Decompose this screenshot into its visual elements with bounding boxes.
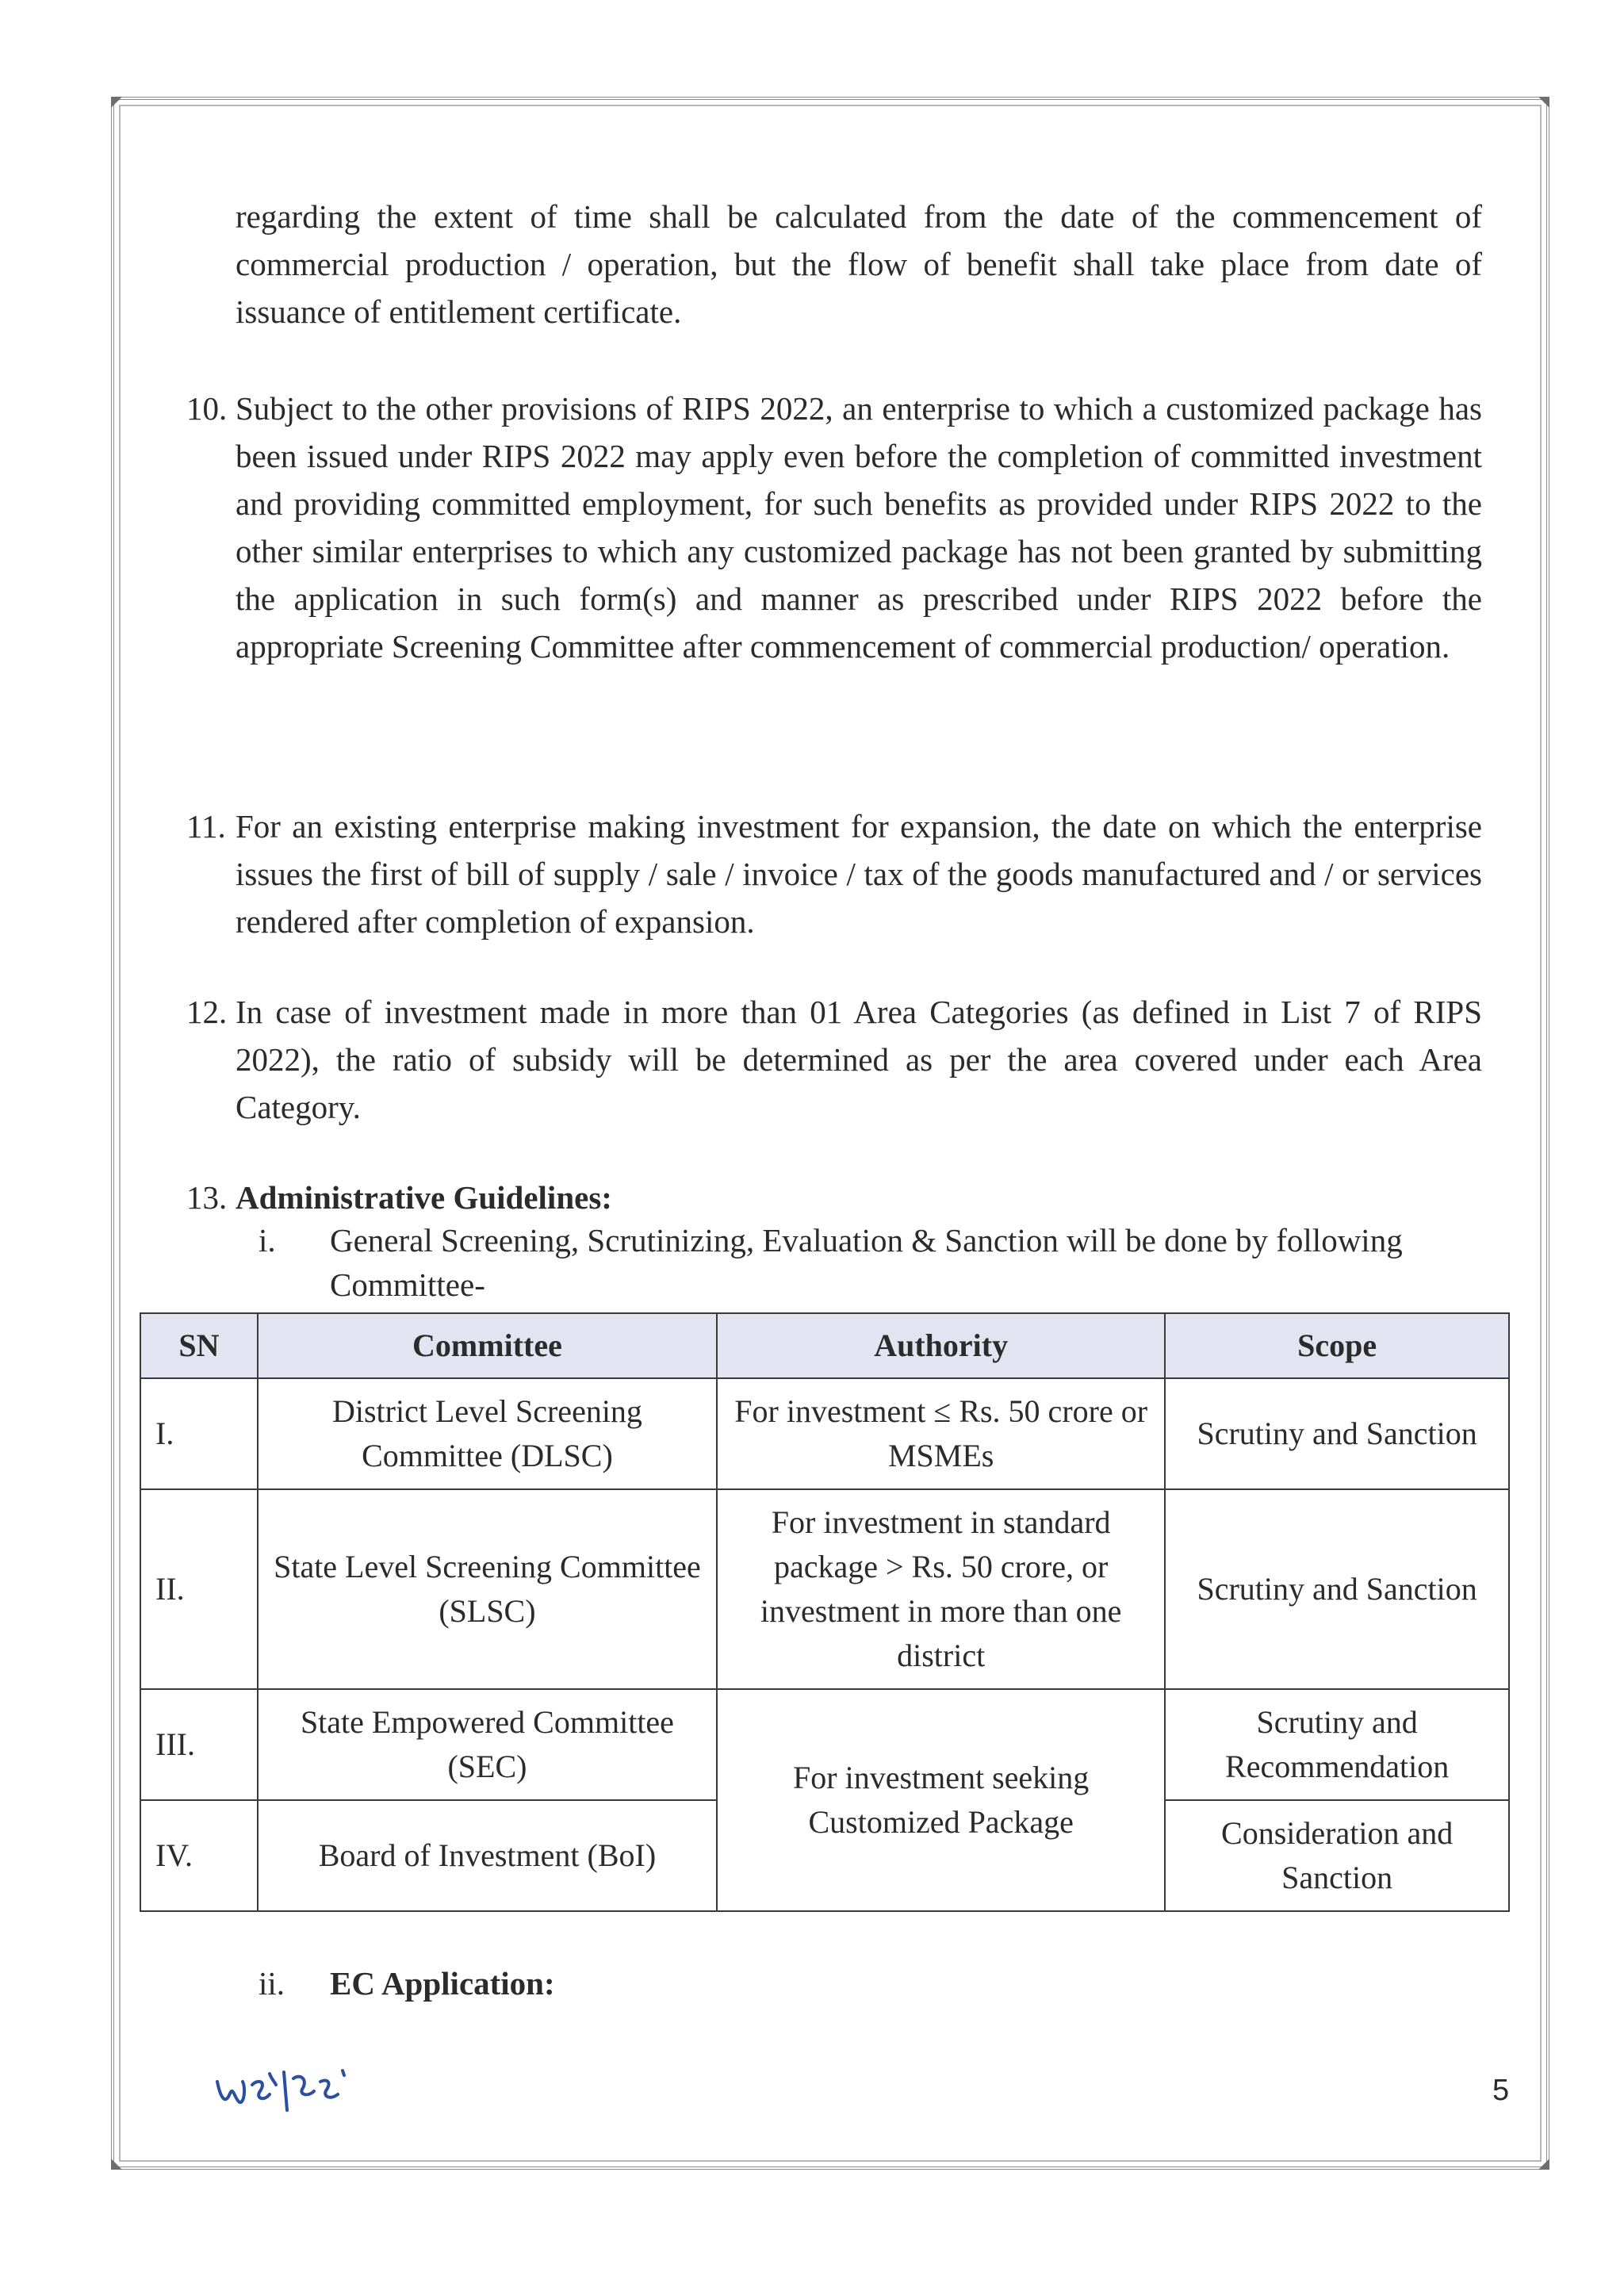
sub-item-ii (259, 1961, 1484, 2006)
sub-item-text: General Screening, Scrutinizing, Evaluation & Sanction will be done by following Committee- (330, 1222, 1403, 1303)
header-committee: Committee (258, 1313, 717, 1378)
cell-committee: State Empowered Committee (SEC) (258, 1689, 717, 1800)
clause-number: 12. (186, 994, 228, 1030)
clause-text: Subject to the other provisions of RIPS 2022, an enterprise to which a customized package has been issued under RIPS 2022 may apply even before the completion of committed investment and providing committed employment, for such benefits as provided under RIPS 2022 to the other similar enterprises to which any customized package has not been granted by submitting the application in such form(s) and manner as prescribed under RIPS 2022 before the appropriate Screening Committee after commencement of commercial production/ operation. (236, 390, 1482, 665)
table-header-row (140, 1313, 1509, 1378)
clause-13 (186, 1174, 1482, 1221)
page-number: 5 (1492, 2074, 1510, 2107)
cell-sn: I. (140, 1378, 258, 1489)
cell-sn: III. (140, 1689, 258, 1800)
sub-item-number: ii. (259, 1965, 285, 2002)
cell-committee: Board of Investment (BoI) (258, 1800, 717, 1911)
cell-committee: District Level Screening Committee (DLSC) (258, 1378, 717, 1489)
header-sn: SN (140, 1313, 258, 1378)
handwritten-signature (211, 2050, 370, 2121)
cell-sn: II. (140, 1489, 258, 1689)
section-heading: Administrative Guidelines: (236, 1179, 612, 1216)
cell-scope: Scrutiny and Recommendation (1165, 1689, 1509, 1800)
cell-scope: Scrutiny and Sanction (1165, 1489, 1509, 1689)
table-row (140, 1489, 1509, 1689)
sub-item-heading: EC Application: (330, 1965, 555, 2002)
clause-number: 10. (186, 390, 228, 427)
clause-number: 13. (186, 1179, 228, 1216)
header-authority: Authority (717, 1313, 1165, 1378)
sub-item-number: i. (259, 1222, 276, 1259)
clause-text: For an existing enterprise making investment for expansion, the date on which the enterprise issues the first of bill of supply / sale / invoice / tax of the goods manufactured and / or services rendered after completion of expansion. (236, 808, 1482, 940)
cell-scope: Scrutiny and Sanction (1165, 1378, 1509, 1489)
clause-number: 11. (186, 808, 226, 845)
cell-sn: IV. (140, 1800, 258, 1911)
table-row (140, 1689, 1509, 1800)
cell-authority-merged: For investment seeking Customized Package (717, 1689, 1165, 1911)
table-row (140, 1378, 1509, 1489)
cell-committee: State Level Screening Committee (SLSC) (258, 1489, 717, 1689)
cell-scope: Consideration and Sanction (1165, 1800, 1509, 1911)
cell-authority: For investment ≤ Rs. 50 crore or MSMEs (717, 1378, 1165, 1489)
clause-10 (186, 385, 1482, 670)
sub-item-i (259, 1218, 1484, 1307)
continuation-paragraph: regarding the extent of time shall be calculated from the date of the commencement of commercial production / operation, but the flow of benefit shall take place from date of issuance of entitlement certificate. (236, 198, 1482, 330)
header-scope: Scope (1165, 1313, 1509, 1378)
clause-12 (186, 988, 1482, 1131)
cell-authority: For investment in standard package > Rs. 50 crore, or investment in more than one district (717, 1489, 1165, 1689)
committee-table (140, 1312, 1510, 1912)
clause-text: In case of investment made in more than 01 Area Categories (as defined in List 7 of RIPS 2022), the ratio of subsidy will be determined as per the area covered under each Area Category. (236, 994, 1482, 1125)
clause-11 (186, 803, 1482, 945)
